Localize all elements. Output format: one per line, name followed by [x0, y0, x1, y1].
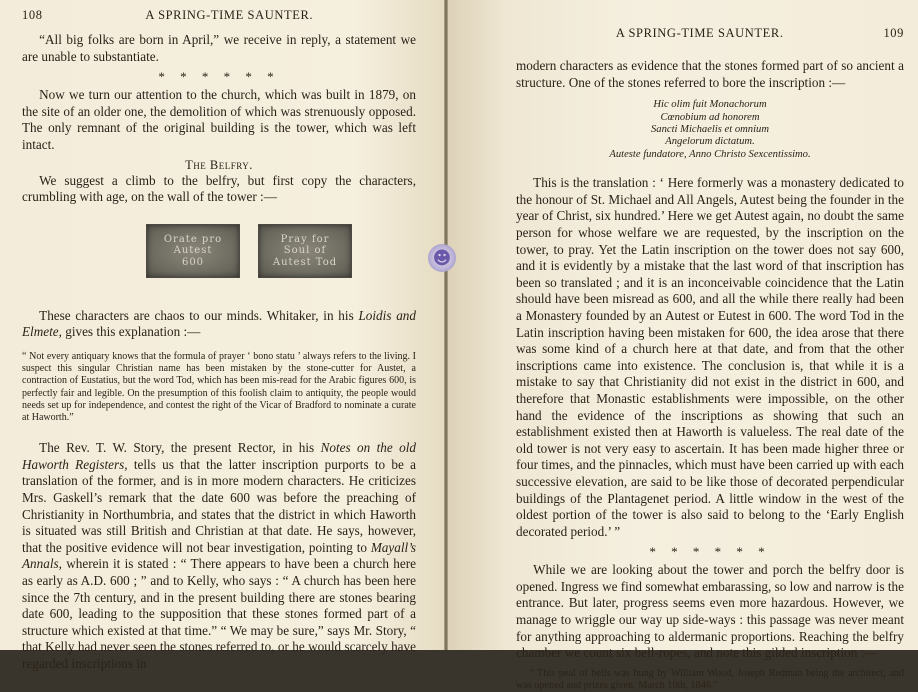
- inscription-images: [82, 224, 416, 278]
- running-title-right: A SPRING-TIME SAUNTER.: [615, 25, 784, 40]
- paragraph: Now we turn our attention to the church, which was built in 1879, on the site of an older one, the demolition of which was strenuously opposed. The only remnant of the original building is the tower, which was left intact.: [22, 87, 416, 152]
- left-page: [0, 0, 444, 671]
- footnote: “ This peal of bells was hung by William Wood, Joseph Redman being the architect, and was opened and prizes given, March 10th, 1846.”: [516, 667, 904, 691]
- reader-cursor-icon[interactable]: ☻: [428, 244, 456, 272]
- stone-inscription-1: Orate pro Autest 600: [146, 224, 240, 278]
- paragraph: This is the translation : ‘ Here formerly was a monastery dedicated to the honour of St. Michael and All Angels, Autest being the founder in the year of Christ, six hundred.’ Here we get Autest again, no doubt the same person for whose welfare we are requested, by the inscription on the tower, to pray. Yet the Latin inscription on the tower does not say 600, and it is evidently by a mistake that the last word of that inscription has been so translated ; and it is an inconceivable coincidence that the Latin should have been misread as 600, and all the while there really had been a Monastery founded by an Autest or Eutest in 600. The word Tod in the Latin inscription having been mistaken for 600, the idea arose that there was some kind of a church here at that date, and from that the other inscriptions came into existence. The conclusion is, that while it is a mistake to say that Christianity did not exist in the district in 600, and therefore that Monastic establishments were impossible, on the other hand the evidence of the inscriptions as showing that such an establishment existed then at Haworth is valueless. The real date of the old tower is not very easy to ascertain. It has been made higher three or four times, and the pinnacles, which must have been carried up with each successive elevation, are said to be like those of decorated perpendicular buildings of the Plantagenet period. A little window in the west of the oldest portion of the tower is also said to belong to the ‘Early English decorated period.’ ”: [516, 175, 904, 539]
- latin-inscription: Hic olim fuit Monachorum Cœnobium ad honorem Sancti Michaelis et omnium Angelorum dictatum. Auteste fundatore, Anno Christo Sexcentissimo.: [609, 99, 811, 160]
- section-divider: * * * * * *: [649, 544, 771, 560]
- right-page: [448, 0, 918, 691]
- section-heading: The Belfry.: [185, 157, 253, 172]
- stone-inscription-2: Pray for Soul of Autest Tod: [258, 224, 352, 278]
- quoted-note: “ Not every antiquary knows that the formula of prayer ‘ bono statu ’ always refers to the living. I suspect this singular Christian name has been mistaken by the stone-cutter for Austet, a contraction of Eustatius, but the word Tod, which has been mis-read for the Arabic figures 600, is perfectly fair and legible. On the presumption of this foolish claim to antiquity, the people would needs set up for independence, and contest the right of the Vicar of Bradford to nominate a curate at Haworth.”: [22, 350, 416, 423]
- paragraph: While we are looking about the tower and porch the belfry door is opened. Ingress we find somewhat embarassing, so low and narrow is the entrance. But later, progress seems even more hazardous. However, we manage to wriggle our way up side-ways : this passage was never meant for anything approaching to aldermanic proportions. Reaching the belfry chamber we count six bell-ropes, and note this gilded inscription :—: [516, 562, 904, 661]
- paragraph: These characters are chaos to our minds. Whitaker, in his Loidis and Elmete, gives this explanation :—: [22, 307, 416, 340]
- running-head-left: [22, 4, 416, 26]
- paragraph: The Rev. T. W. Story, the present Rector, in his Notes on the old Haworth Registers, tells us that the latter inscription purports to be a translation of the former, and is in more modern characters. He criticizes Mrs. Gaskell’s remark that the date 600 was before the preaching of Christianity in Northumbria, and states that the district in which Haworth is situated was still British and Christian at that date. He says, however, that the positive evidence will not bear investigation, pointing to Mayall’s Annals, wherein it is stated : “ There appears to have been a church here as early as A.D. 600 ; ” and to Kelly, who says : “ A church has been here since the 7th century, and in the present building there are stones bearing date 600, leading to the supposition that these stones formed part of a structure which existed at that time.” “ We may be sure,” says Mr. Story, “ that Kelly had never seen the stones referred to, or he would scarcely have regarded inscriptions in: [22, 440, 416, 671]
- running-head-right: [516, 22, 904, 44]
- page-number-right: 109: [883, 25, 904, 40]
- paragraph: modern characters as evidence that the stones formed part of so ancient a structure. One of the stones referred to bore the inscription :—: [516, 58, 904, 90]
- running-title-left: A SPRING-TIME SAUNTER.: [145, 7, 314, 22]
- paragraph: “All big folks are born in April,” we receive in reply, a statement we are unable to substantiate.: [22, 32, 416, 64]
- section-divider: * * * * * *: [158, 69, 280, 85]
- paragraph: We suggest a climb to the belfry, but first copy the characters, crumbling with age, on the wall of the tower :—: [22, 172, 416, 205]
- page-number-left: 108: [22, 7, 43, 22]
